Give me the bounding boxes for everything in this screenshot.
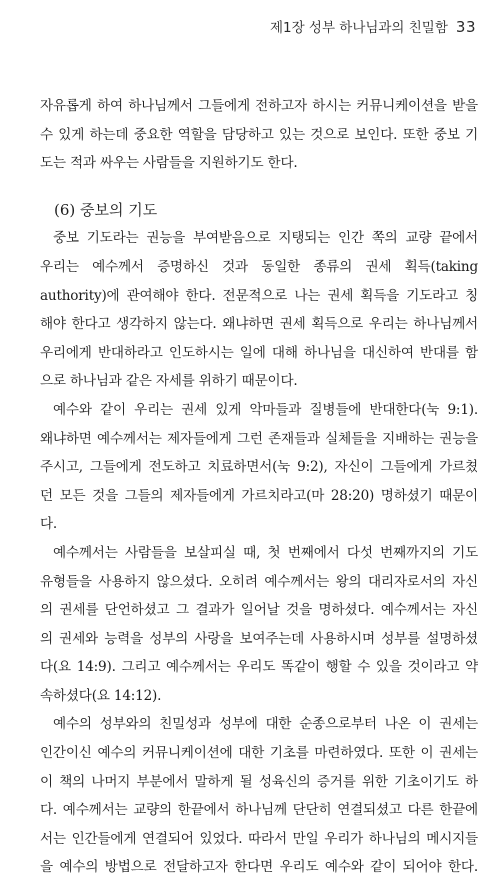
text-line: 속하셨다(요 14:12). (40, 687, 162, 704)
text-line: 왜냐하면 예수께서는 제자들에게 그런 존재들과 실체들을 지배하는 권능을 (40, 430, 478, 447)
text-line: 서는 인간들에게 연결되어 있었다. 따라서 만일 우리가 하나님의 메시지들 (40, 830, 478, 847)
text-line: 수 있게 하는데 중요한 역할을 담당하고 있는 것으로 보인다. 또한 중보 기 (40, 126, 478, 143)
text-line: 도는 적과 싸우는 사람들을 지원하기도 한다. (40, 155, 298, 172)
text-line: 중보 기도라는 권능을 부여받음으로 지탱되는 인간 쪽의 교량 끝에서 (53, 230, 478, 247)
text-line: 우리는 예수께서 증명하신 것과 동일한 종류의 권세 획득(taking (40, 258, 478, 275)
paragraph (40, 710, 478, 882)
text-line: 예수께서는 사람들을 보살피실 때, 첫 번째에서 다섯 번째까지의 기도 (53, 544, 478, 561)
text-line: 인간이신 예수의 커뮤니케이션에 대한 기초를 마련하였다. 또한 이 권세는 (40, 745, 478, 762)
section-heading: (6) 중보의 기도 (54, 200, 158, 219)
text-line: 자유롭게 하여 하나님께서 그들에게 전하고자 하시는 커뮤니케이션을 받을 (40, 98, 478, 114)
text-line: 으로 하나님과 같은 자세를 위하기 때문이다. (40, 373, 298, 390)
text-line: 유형들을 사용하지 않으셨다. 오히려 예수께서는 왕의 대리자로서의 자신 (40, 573, 478, 590)
text-line: 의 권세를 단언하셨고 그 결과가 일어날 것을 명하셨다. 예수께서는 자신 (40, 602, 478, 619)
text-line: 다. 예수께서는 교량의 한끝에서 하나님께 단단히 연결되셨고 다른 한끝에 (40, 802, 478, 819)
text-line: authority)에 관여해야 한다. 전문적으로 나는 권세 획득을 기도라고 칭 (40, 287, 478, 304)
paragraph (40, 539, 478, 711)
text-line: 다(요 14:9). 그리고 예수께서는 우리도 똑같이 행할 수 있을 것이라고 약 (40, 659, 478, 676)
paragraph-continuation (40, 92, 478, 178)
text-line: 우리에게 반대하라고 인도하시는 일에 대해 하나님을 대신하여 반대를 함 (40, 344, 478, 361)
text-line: 의 권세와 능력을 성부의 사랑을 보여주는데 사용하시며 성부를 설명하셨 (40, 630, 478, 647)
body-text (40, 92, 478, 882)
text-line: 예수의 성부와의 친밀성과 성부에 대한 순종으로부터 나온 이 권세는 (53, 716, 478, 733)
paragraph (40, 224, 478, 396)
text-line: 예수와 같이 우리는 권세 있게 악마들과 질병들에 반대한다(눅 9:1). (53, 401, 478, 418)
text-line: 해야 한다고 생각하지 않는다. 왜냐하면 권세 획득으로 우리는 하나님께서 (40, 316, 478, 333)
text-line: 주시고, 그들에게 전도하고 치료하면서(눅 9:2), 자신이 그들에게 가르쳤 (40, 459, 478, 476)
text-line: 던 모든 것을 그들의 제자들에게 가르치라고(마 28:20) 명하셨기 때문이 (40, 487, 478, 504)
page-number: 33 (455, 18, 476, 36)
text-line: 을 예수의 방법으로 전달하고자 한다면 우리도 예수와 같이 되어야 한다. (40, 859, 478, 876)
paragraph (40, 396, 478, 539)
text-line: 다. (40, 516, 58, 533)
chapter-title: 제1장 성부 하나님과의 친밀함 (269, 20, 448, 36)
running-header (40, 16, 476, 36)
text-line: 이 책의 나머지 부분에서 말하게 될 성육신의 증거를 위한 기초이기도 하 (40, 773, 478, 790)
